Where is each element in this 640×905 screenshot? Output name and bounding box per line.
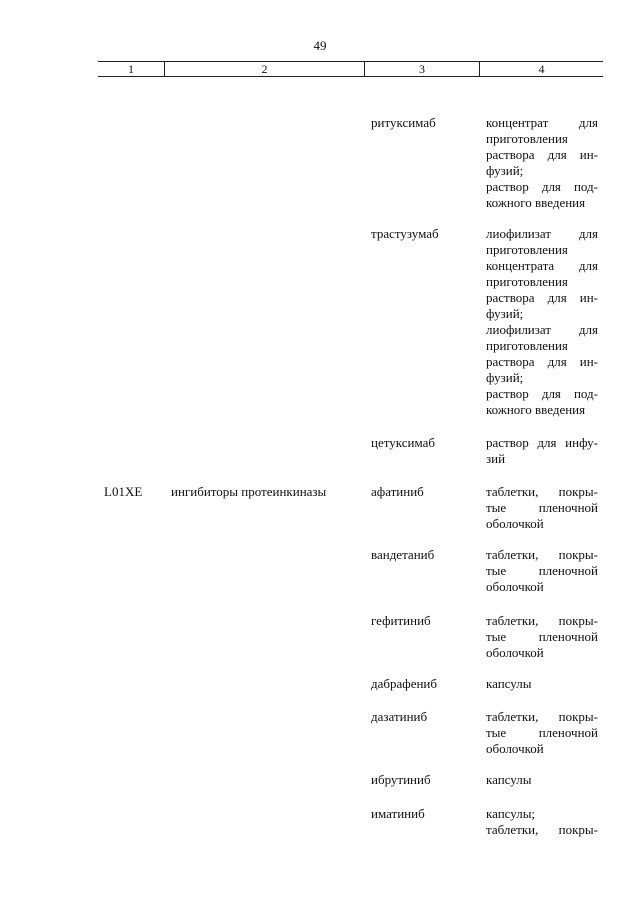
dosage-form-line: раствор для под- (486, 386, 598, 401)
dosage-form-line: таблетки, покры- (486, 613, 598, 628)
dosage-form-line: лиофилизат для (486, 226, 598, 241)
dosage-form-line: приготовления (486, 274, 568, 289)
drug-name: цетуксимаб (371, 435, 435, 450)
dosage-form-line: оболочкой (486, 516, 544, 531)
dosage-form-line: таблетки, покры- (486, 822, 598, 837)
drug-name: ритуксимаб (371, 115, 436, 130)
dosage-form-line: кожного введения (486, 195, 586, 210)
dosage-form-line: оболочкой (486, 741, 544, 756)
dosage-form-line: тые пленочной (486, 563, 598, 578)
dosage-form-line: концентрат для (486, 115, 598, 130)
dosage-form-line: капсулы; (486, 806, 536, 821)
dosage-form-line: фузий; (486, 370, 524, 385)
dosage-form-line: тые пленочной (486, 500, 598, 515)
dosage-form-line: оболочкой (486, 579, 544, 594)
dosage-form (486, 676, 598, 692)
dosage-form-line: зий (486, 451, 506, 466)
dosage-form-line: приготовления (486, 131, 568, 146)
drug-name: иматиниб (371, 806, 425, 821)
dosage-form-line: фузий; (486, 163, 524, 178)
drug-name: дазатиниб (371, 709, 428, 724)
dosage-form-line: раствор для под- (486, 179, 598, 194)
header-col-1: 1 (128, 62, 134, 76)
drug-name: афатиниб (371, 484, 424, 499)
drug-group: ингибиторы протеинкиназы (171, 484, 327, 499)
dosage-form-line: фузий; (486, 306, 524, 321)
dosage-form-line: таблетки, покры- (486, 709, 598, 724)
dosage-form-line: оболочкой (486, 645, 544, 660)
header-col-2: 2 (261, 62, 268, 76)
dosage-form-line: тые пленочной (486, 629, 598, 644)
table-header (98, 61, 603, 77)
dosage-form-line: капсулы (486, 676, 532, 691)
dosage-form (486, 115, 598, 211)
dosage-form (486, 435, 598, 467)
dosage-form-line: раствора для ин- (486, 354, 598, 369)
drug-name: дабрафениб (371, 676, 437, 691)
page-number: 49 (313, 38, 327, 53)
drug-name: вандетаниб (371, 547, 435, 562)
header-col-3: 3 (419, 62, 425, 76)
dosage-form (486, 806, 598, 838)
dosage-form-line: раствор для инфу- (486, 435, 598, 450)
drug-name: ибрутиниб (371, 772, 431, 787)
dosage-form-line: кожного введения (486, 402, 586, 417)
dosage-form-line: капсулы (486, 772, 532, 787)
dosage-form-line: таблетки, покры- (486, 547, 598, 562)
header-col-4: 4 (538, 62, 545, 76)
dosage-form (486, 547, 598, 595)
dosage-form-line: приготовления (486, 338, 568, 353)
dosage-form-line: тые пленочной (486, 725, 598, 740)
atc-code: L01XE (104, 484, 143, 499)
dosage-form-line: лиофилизат для (486, 322, 598, 337)
dosage-form-line: приготовления (486, 242, 568, 257)
drug-name: трастузумаб (371, 226, 439, 241)
dosage-form (486, 772, 598, 788)
dosage-form-line: раствора для ин- (486, 147, 598, 162)
dosage-form (486, 484, 598, 532)
dosage-form-line: таблетки, покры- (486, 484, 598, 499)
dosage-form (486, 226, 598, 418)
dosage-form-line: концентрата для (486, 258, 598, 273)
dosage-form (486, 709, 598, 757)
drug-name: гефитиниб (371, 613, 431, 628)
dosage-form-line: раствора для ин- (486, 290, 598, 305)
dosage-form (486, 613, 598, 661)
